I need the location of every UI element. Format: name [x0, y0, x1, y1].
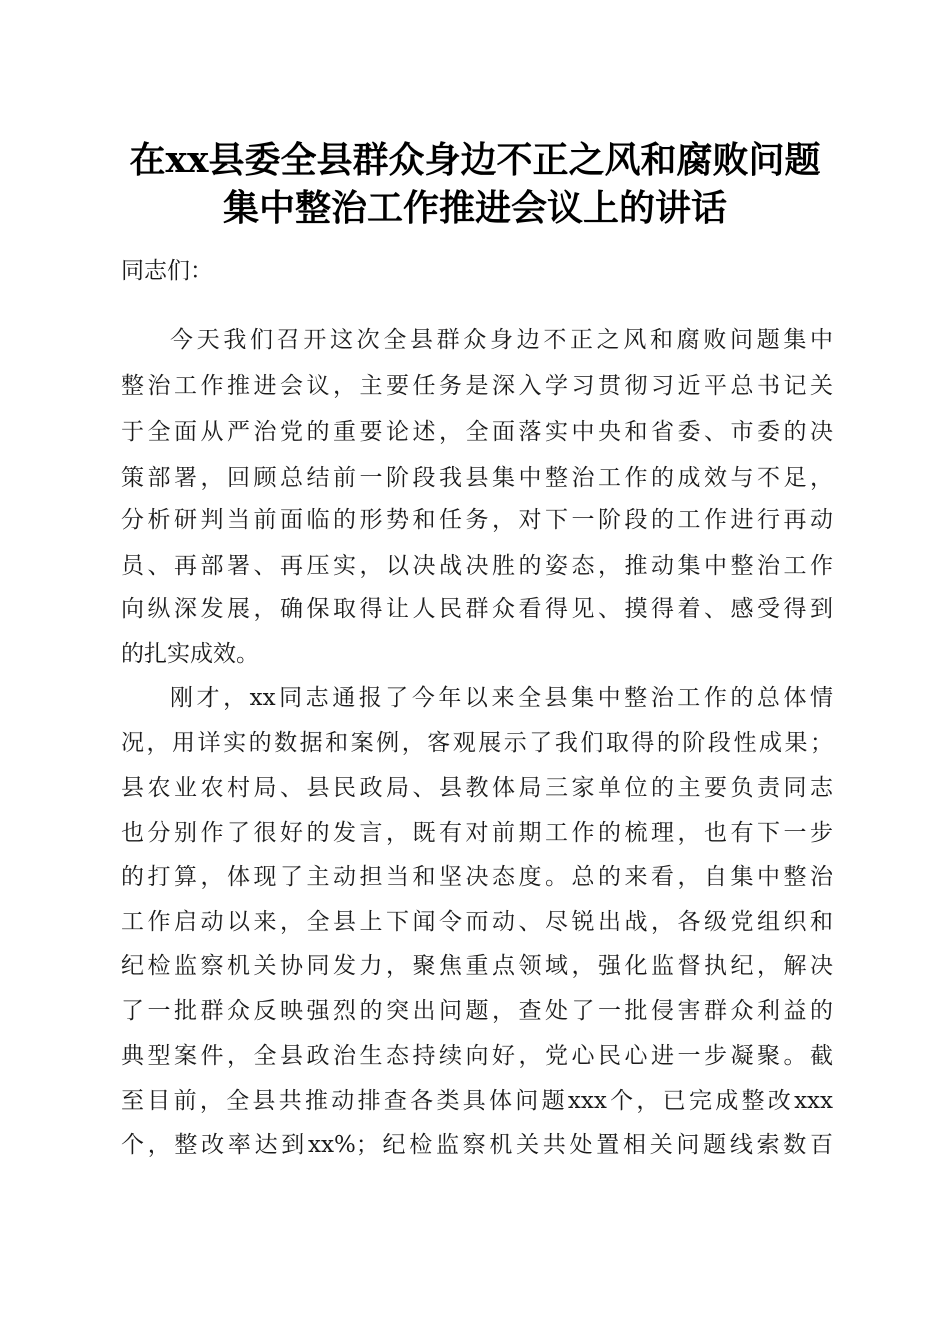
paragraph-2-line: 况，用详实的数据和案例，客观展示了我们取得的阶段性成果；: [121, 730, 833, 756]
paragraph-2-line: 也分别作了很好的发言，既有对前期工作的梳理，也有下一步: [121, 820, 833, 846]
paragraph-1-line: 于全面从严治党的重要论述，全面落实中央和省委、市委的决: [121, 419, 833, 445]
paragraph-1-line: 向纵深发展，确保取得让人民群众看得见、摸得着、感受得到: [121, 596, 833, 622]
paragraph-2-line: 纪检监察机关协同发力，聚焦重点领域，强化监督执纪，解决: [121, 953, 833, 979]
paragraph-1-line: 整治工作推进会议，主要任务是深入学习贯彻习近平总书记关: [121, 373, 833, 399]
paragraph-2-line: 工作启动以来，全县上下闻令而动、尽锐出战，各级党组织和: [121, 909, 833, 935]
salutation: 同志们：: [121, 258, 213, 284]
paragraph-2-line: 县农业农村局、县民政局、县教体局三家单位的主要负责同志: [121, 775, 833, 801]
paragraph-2-line: 至目前，全县共推动排查各类具体问题xxx个，已完成整改xxx: [121, 1088, 833, 1114]
document-title-line-2: 集中整治工作推进会议上的讲话: [222, 187, 727, 229]
paragraph-1-line: 员、再部署、再压实，以决战决胜的姿态，推动集中整治工作: [121, 553, 833, 579]
paragraph-1-line: 策部署，回顾总结前一阶段我县集中整治工作的成效与不足，: [121, 465, 833, 491]
paragraph-1-line: 分析研判当前面临的形势和任务，对下一阶段的工作进行再动: [121, 507, 833, 533]
paragraph-1-line: 今天我们召开这次全县群众身边不正之风和腐败问题集中: [170, 327, 833, 353]
paragraph-2-line: 典型案件，全县政治生态持续向好，党心民心进一步凝聚。截: [121, 1043, 833, 1069]
document-title-line-1: 在xx县委全县群众身边不正之风和腐败问题: [129, 139, 821, 181]
paragraph-2-line: 个，整改率达到xx%；纪检监察机关共处置相关问题线索数百: [121, 1132, 833, 1158]
paragraph-2-line: 刚才，xx同志通报了今年以来全县集中整治工作的总体情: [170, 685, 833, 711]
paragraph-1-line: 的扎实成效。: [121, 641, 259, 667]
paragraph-2-line: 了一批群众反映强烈的突出问题，查处了一批侵害群众利益的: [121, 998, 833, 1024]
paragraph-2-line: 的打算，体现了主动担当和坚决态度。总的来看，自集中整治: [121, 864, 833, 890]
